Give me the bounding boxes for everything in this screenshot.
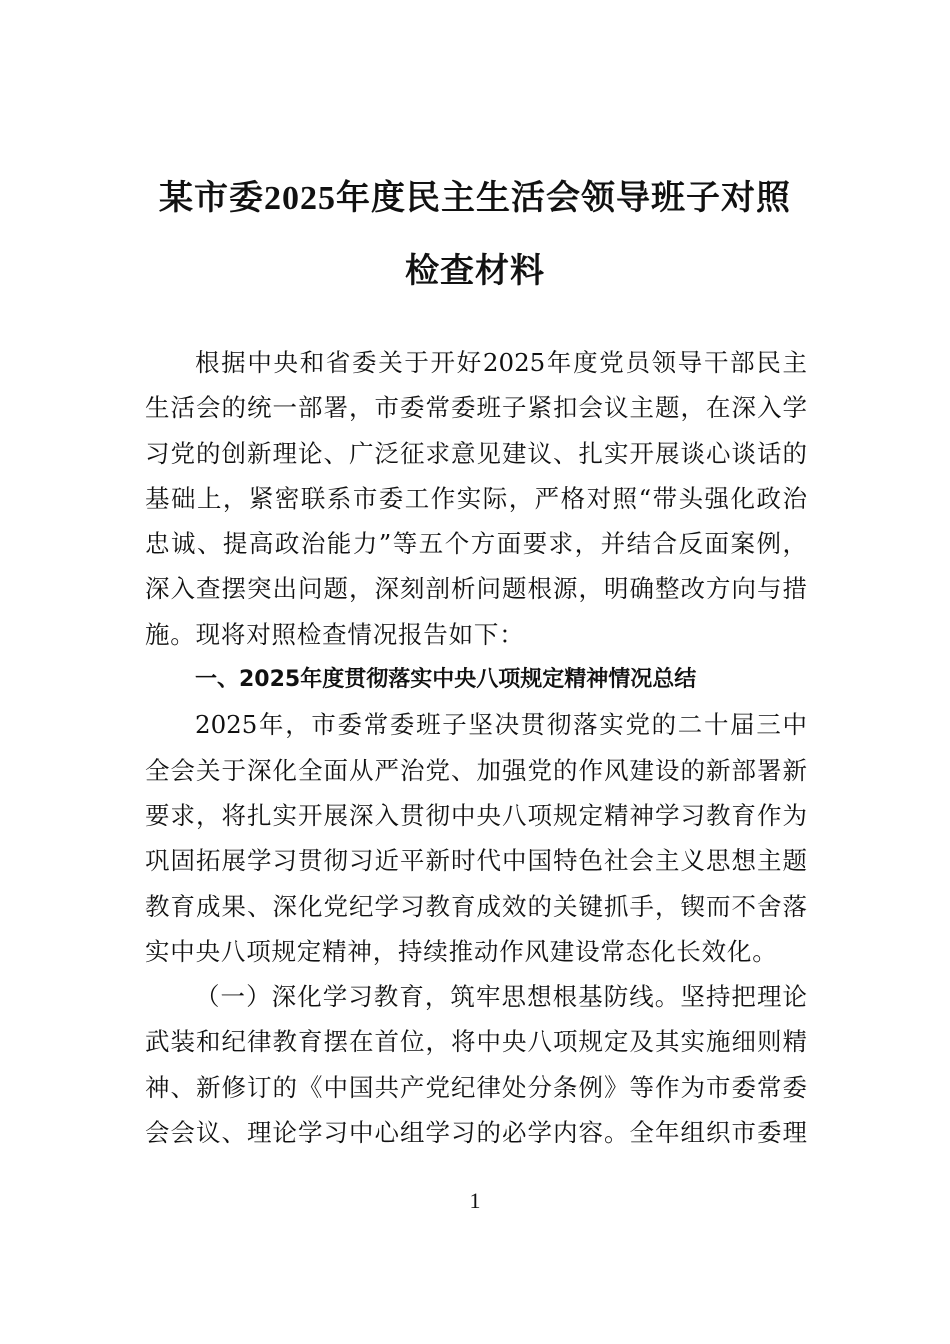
page-number: 1 <box>469 1188 481 1213</box>
section-heading <box>145 657 807 702</box>
text-line: 施。现将对照检查情况报告如下： <box>145 619 525 649</box>
text-line: 基础上，紧密联系市委工作实际，严格对照“带头强化政治 <box>145 483 807 513</box>
paragraph <box>145 974 807 1155</box>
text-line: 一、2025年度贯彻落实中央八项规定精神情况总结 <box>195 667 697 693</box>
text-line: 习党的创新理论、广泛征求意见建议、扎实开展谈心谈话的 <box>145 438 807 468</box>
text-line: 会会议、理论学习中心组学习的必学内容。全年组织市委理 <box>145 1118 807 1148</box>
text-line: 教育成果、深化党纪学习教育成效的关键抓手，锲而不舍落 <box>145 891 807 921</box>
text-line: 深入查摆突出问题，深刻剖析问题根源，明确整改方向与措 <box>145 574 807 604</box>
text-line: 巩固拓展学习贯彻习近平新时代中国特色社会主义思想主题 <box>145 846 807 876</box>
document-title-line-2: 检查材料 <box>405 253 545 290</box>
paragraph <box>145 340 807 657</box>
text-line: 武装和纪律教育摆在首位，将中央八项规定及其实施细则精 <box>145 1027 807 1057</box>
document-title-line-1: 某市委2025年度民主生活会领导班子对照 <box>159 180 791 217</box>
text-line: 忠诚、提高政治能力”等五个方面要求，并结合反面案例， <box>145 529 807 559</box>
text-line: 全会关于深化全面从严治党、加强党的作风建设的新部署新 <box>145 755 807 785</box>
text-line: 2025年，市委常委班子坚决贯彻落实党的二十届三中 <box>195 710 807 740</box>
paragraph <box>145 702 807 974</box>
text-line: 生活会的统一部署，市委常委班子紧扣会议主题，在深入学 <box>145 393 807 423</box>
text-line: （一）深化学习教育，筑牢思想根基防线。坚持把理论 <box>195 982 807 1012</box>
text-line: 根据中央和省委关于开好2025年度党员领导干部民主 <box>195 348 807 377</box>
document-body <box>145 340 807 1155</box>
text-line: 要求，将扎实开展深入贯彻中央八项规定精神学习教育作为 <box>145 800 807 830</box>
text-line: 神、新修订的《中国共产党纪律处分条例》等作为市委常委 <box>145 1072 807 1102</box>
text-line: 实中央八项规定精神，持续推动作风建设常态化长效化。 <box>145 936 778 966</box>
